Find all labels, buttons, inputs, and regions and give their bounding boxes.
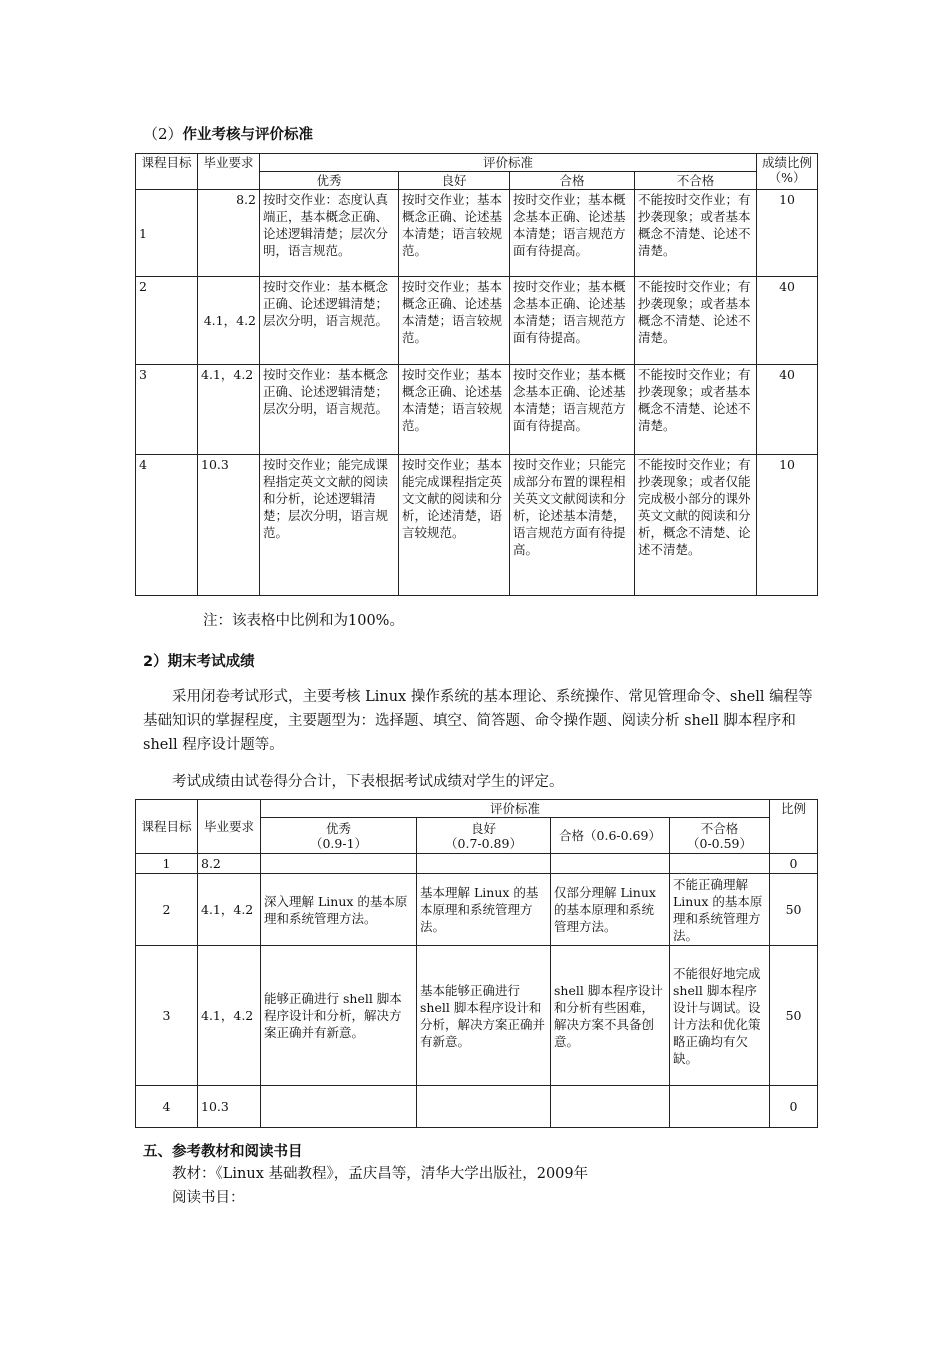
textbook-line — [143, 1162, 819, 1186]
table-row — [136, 190, 818, 277]
cell-requirement: 8.2 — [198, 190, 260, 277]
cell-requirement: 4.1，4.2 — [198, 946, 261, 1086]
cell-ratio: 50 — [770, 946, 818, 1086]
reading-list-line — [143, 1186, 819, 1210]
cell-ratio: 50 — [770, 874, 818, 946]
header-requirement: 毕业要求 — [198, 800, 261, 854]
header-goal: 课程目标 — [136, 800, 198, 854]
cell-goal: 4 — [136, 1086, 198, 1128]
cell-requirement: 8.2 — [198, 854, 261, 874]
table-row — [136, 455, 818, 596]
cell-excellent: 深入理解 Linux 的基本原理和系统管理方法。 — [261, 874, 417, 946]
header-goal: 课程目标 — [136, 154, 198, 190]
cell-excellent: 按时交作业：态度认真端正，基本概念正确、论述逻辑清楚；层次分明，语言规范。 — [260, 190, 399, 277]
header-criteria: 评价标准 — [260, 154, 757, 172]
header-pass: 合格（0.6-0.69） — [551, 818, 670, 854]
cell-goal: 2 — [136, 874, 198, 946]
cell-good: 按时交作业；基本概念正确、论述基本清楚；语言较规范。 — [399, 190, 510, 277]
table-row — [136, 946, 818, 1086]
header-good-range: （0.7-0.89） — [445, 835, 522, 851]
cell-good: 按时交作业；基本概念正确、论述基本清楚；语言较规范。 — [399, 277, 510, 365]
exam-assessment-table — [135, 799, 818, 1128]
section-title-references — [143, 1140, 303, 1161]
cell-goal: 1 — [136, 854, 198, 874]
cell-pass: 按时交作业；只能完成部分布置的课程相关英文文献阅读和分析，论述基本清楚，语言规范方面有待提高。 — [510, 455, 635, 596]
header-ratio: 成绩比例（%） — [757, 154, 818, 190]
cell-ratio: 10 — [757, 455, 818, 596]
section-title-final-exam — [143, 650, 255, 671]
cell-pass: 按时交作业；基本概念基本正确、论述基本清楚；语言规范方面有待提高。 — [510, 190, 635, 277]
cell-pass: 按时交作业；基本概念基本正确、论述基本清楚；语言规范方面有待提高。 — [510, 277, 635, 365]
cell-good: 基本能够正确进行 shell 脚本程序设计和分析，解决方案正确并有新意。 — [417, 946, 551, 1086]
table-header-row — [136, 800, 818, 818]
header-criteria: 评价标准 — [261, 800, 770, 818]
cell-good: 按时交作业；基本概念正确、论述基本清楚；语言较规范。 — [399, 365, 510, 455]
cell-requirement: 10.3 — [198, 455, 260, 596]
cell-excellent — [261, 854, 417, 874]
cell-pass — [551, 1086, 670, 1128]
cell-requirement: 4.1，4.2 — [198, 365, 260, 455]
header-fail: 不合格 — [635, 172, 757, 190]
cell-ratio: 40 — [757, 365, 818, 455]
paragraph-text: 采用闭卷考试形式，主要考核 Linux 操作系统的基本理论、系统操作、常见管理命令、shell 编程等基础知识的掌握程度，主要题型为：选择题、填空、简答题、命令操作题、阅读分析 shell 脚本程序和 shell 程序设计题等。 — [143, 689, 813, 753]
cell-excellent: 按时交作业：基本概念正确、论述逻辑清楚；层次分明，语言规范。 — [260, 277, 399, 365]
cell-goal: 1 — [136, 190, 198, 277]
cell-fail: 不能正确理解 Linux 的基本原理和系统管理方法。 — [670, 874, 770, 946]
paragraph-text: 考试成绩由试卷得分合计，下表根据考试成绩对学生的评定。 — [172, 774, 564, 790]
table-row — [136, 277, 818, 365]
cell-pass: 仅部分理解 Linux 的基本原理和系统管理方法。 — [551, 874, 670, 946]
cell-fail: 不能按时交作业；有抄袭现象；或者基本概念不清楚、论述不清楚。 — [635, 190, 757, 277]
header-fail-range: （0-0.59） — [687, 835, 753, 851]
cell-pass: 按时交作业；基本概念基本正确、论述基本清楚；语言规范方面有待提高。 — [510, 365, 635, 455]
cell-goal: 4 — [136, 455, 198, 596]
cell-requirement: 4.1，4.2 — [198, 277, 260, 365]
header-requirement: 毕业要求 — [198, 154, 260, 190]
header-fail — [670, 818, 770, 854]
cell-fail: 不能很好地完成 shell 脚本程序设计与调试。设计方法和优化策略正确均有欠缺。 — [670, 946, 770, 1086]
cell-excellent: 按时交作业：基本概念正确、论述逻辑清楚；层次分明，语言规范。 — [260, 365, 399, 455]
section-title-bold: 作业考核与评价标准 — [182, 127, 314, 143]
paragraph-exam-description — [143, 685, 819, 757]
cell-good — [417, 1086, 551, 1128]
cell-excellent — [261, 1086, 417, 1128]
cell-fail: 不能按时交作业；有抄袭现象；或者仅能完成极小部分的课外英文文献的阅读和分析，概念不清楚、论述不清楚。 — [635, 455, 757, 596]
cell-requirement: 10.3 — [198, 1086, 261, 1128]
header-excellent: 优秀 — [260, 172, 399, 190]
table-row — [136, 365, 818, 455]
cell-ratio: 0 — [770, 1086, 818, 1128]
cell-goal: 3 — [136, 365, 198, 455]
homework-assessment-table — [135, 153, 818, 596]
section-title-prefix: （2） — [143, 125, 183, 143]
header-good-label: 良好 — [470, 820, 496, 836]
cell-fail: 不能按时交作业；有抄袭现象；或者基本概念不清楚、论述不清楚。 — [635, 365, 757, 455]
cell-fail — [670, 854, 770, 874]
cell-goal: 2 — [136, 277, 198, 365]
header-excellent-range: （0.9-1） — [309, 835, 368, 851]
cell-excellent: 按时交作业；能完成课程指定英文文献的阅读和分析，论述逻辑清楚；层次分明，语言规范。 — [260, 455, 399, 596]
cell-ratio: 0 — [770, 854, 818, 874]
cell-fail: 不能按时交作业；有抄袭现象；或者基本概念不清楚、论述不清楚。 — [635, 277, 757, 365]
header-pass: 合格 — [510, 172, 635, 190]
table-header-row — [136, 154, 818, 172]
section-title-bold: 2）期末考试成绩 — [143, 654, 255, 670]
cell-ratio: 10 — [757, 190, 818, 277]
cell-excellent: 能够正确进行 shell 脚本程序设计和分析，解决方案正确并有新意。 — [261, 946, 417, 1086]
table-note: 注：该表格中比例和为100%。 — [203, 613, 404, 629]
cell-pass: shell 脚本程序设计和分析有些困难，解决方案不具备创意。 — [551, 946, 670, 1086]
cell-goal: 3 — [136, 946, 198, 1086]
header-fail-label: 不合格 — [700, 820, 739, 836]
header-good — [417, 818, 551, 854]
cell-good: 按时交作业；基本能完成课程指定英文文献的阅读和分析，论述清楚，语言较规范。 — [399, 455, 510, 596]
header-good: 良好 — [399, 172, 510, 190]
cell-requirement: 4.1，4.2 — [198, 874, 261, 946]
cell-fail — [670, 1086, 770, 1128]
cell-pass — [551, 854, 670, 874]
paragraph-exam-grading — [143, 770, 819, 794]
table-row — [136, 854, 818, 874]
textbook-text: 教材：《Linux 基础教程》，孟庆昌等，清华大学出版社，2009年 — [172, 1166, 589, 1182]
reading-list-label: 阅读书目： — [172, 1190, 245, 1206]
header-excellent — [261, 818, 417, 854]
cell-good: 基本理解 Linux 的基本原理和系统管理方法。 — [417, 874, 551, 946]
table-row — [136, 874, 818, 946]
table-row — [136, 1086, 818, 1128]
cell-ratio: 40 — [757, 277, 818, 365]
section-title-bold: 五、参考教材和阅读书目 — [143, 1144, 303, 1160]
header-excellent-label: 优秀 — [325, 820, 351, 836]
cell-good — [417, 854, 551, 874]
header-ratio: 比例 — [770, 800, 818, 854]
section-title-homework — [143, 123, 313, 144]
